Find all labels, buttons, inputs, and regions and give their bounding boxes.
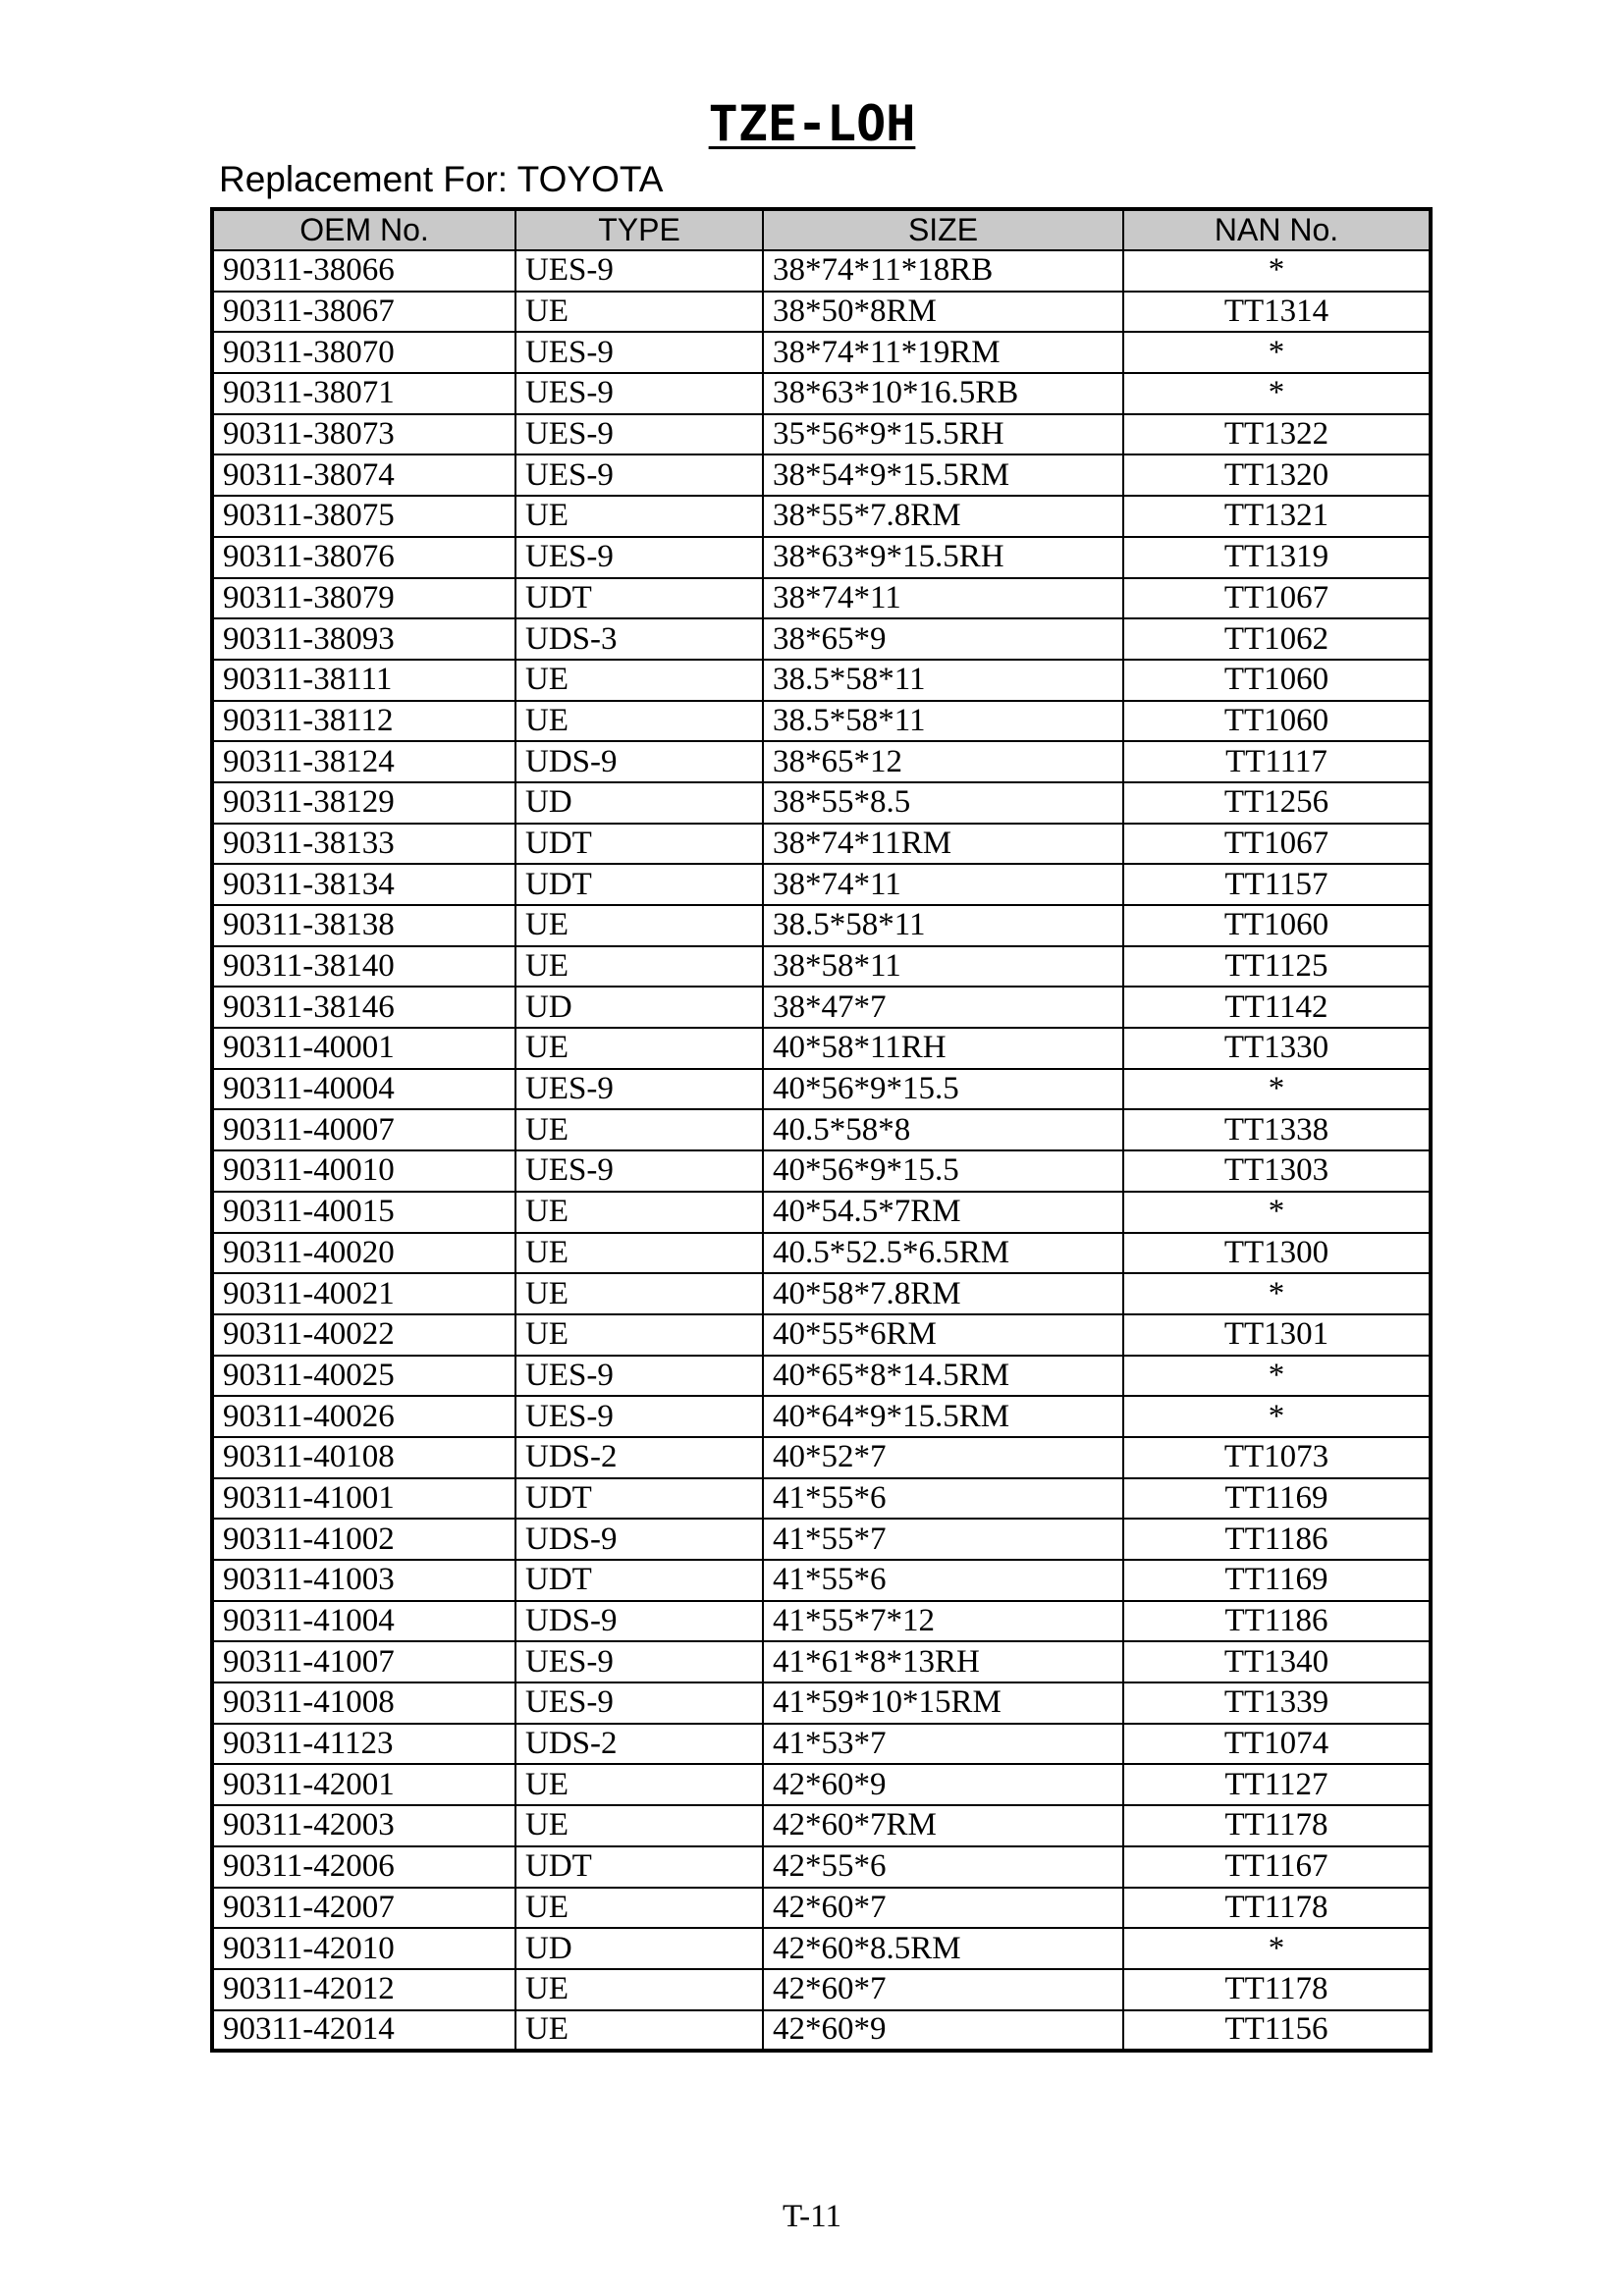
type-cell: UES-9 [515, 1356, 763, 1397]
oem-no-cell: 90311-38129 [212, 782, 515, 824]
nan-no-cell: TT1338 [1123, 1109, 1431, 1150]
nan-no-cell: TT1067 [1123, 578, 1431, 619]
type-cell: UE [515, 1314, 763, 1356]
oem-no-cell: 90311-40022 [212, 1314, 515, 1356]
size-cell: 38*63*9*15.5RH [763, 537, 1123, 578]
oem-no-cell: 90311-40007 [212, 1109, 515, 1150]
oem-no-cell: 90311-41008 [212, 1682, 515, 1724]
type-cell: UES-9 [515, 454, 763, 496]
table-row [212, 1724, 1431, 1765]
type-cell: UDS-2 [515, 1724, 763, 1765]
oem-no-cell: 90311-40026 [212, 1396, 515, 1437]
type-cell: UE [515, 496, 763, 537]
nan-no-cell: TT1157 [1123, 864, 1431, 905]
type-cell: UE [515, 1233, 763, 1274]
oem-no-cell: 90311-38071 [212, 373, 515, 414]
size-cell: 38*65*12 [763, 741, 1123, 782]
nan-no-cell: TT1256 [1123, 782, 1431, 824]
size-cell: 35*56*9*15.5RH [763, 414, 1123, 455]
size-cell: 40*64*9*15.5RM [763, 1396, 1123, 1437]
brand-title: TZE-LOH [708, 95, 916, 152]
table-row [212, 1109, 1431, 1150]
type-cell: UES-9 [515, 373, 763, 414]
type-cell: UES-9 [515, 1682, 763, 1724]
size-cell: 40.5*52.5*6.5RM [763, 1233, 1123, 1274]
nan-no-cell: TT1322 [1123, 414, 1431, 455]
oem-no-cell: 90311-40004 [212, 1069, 515, 1110]
nan-no-cell: TT1340 [1123, 1641, 1431, 1682]
table-row [212, 1888, 1431, 1929]
table-header-row [212, 209, 1431, 250]
table-row [212, 1519, 1431, 1560]
table-row [212, 1764, 1431, 1805]
size-cell: 40*56*9*15.5 [763, 1150, 1123, 1192]
nan-no-cell: TT1303 [1123, 1150, 1431, 1192]
nan-no-cell: TT1060 [1123, 660, 1431, 701]
type-cell: UES-9 [515, 250, 763, 292]
oem-no-cell: 90311-38093 [212, 618, 515, 660]
nan-no-cell: TT1167 [1123, 1846, 1431, 1888]
nan-no-cell: TT1062 [1123, 618, 1431, 660]
table-row [212, 946, 1431, 988]
size-cell: 40.5*58*8 [763, 1109, 1123, 1150]
nan-no-cell: * [1123, 1356, 1431, 1397]
table-row [212, 1356, 1431, 1397]
nan-no-cell: TT1117 [1123, 741, 1431, 782]
type-cell: UE [515, 1969, 763, 2010]
size-cell: 42*55*6 [763, 1846, 1123, 1888]
nan-no-cell: * [1123, 1928, 1431, 1969]
oem-no-cell: 90311-42010 [212, 1928, 515, 1969]
size-cell: 38*65*9 [763, 618, 1123, 660]
size-cell: 38.5*58*11 [763, 701, 1123, 742]
size-cell: 40*58*7.8RM [763, 1273, 1123, 1314]
table-row [212, 1314, 1431, 1356]
oem-no-cell: 90311-40001 [212, 1028, 515, 1069]
nan-no-cell: TT1127 [1123, 1764, 1431, 1805]
table-row [212, 2010, 1431, 2052]
nan-no-cell: TT1301 [1123, 1314, 1431, 1356]
table-row [212, 250, 1431, 292]
size-cell: 41*61*8*13RH [763, 1641, 1123, 1682]
table-row [212, 1682, 1431, 1724]
table-row [212, 332, 1431, 373]
oem-no-cell: 90311-40010 [212, 1150, 515, 1192]
type-cell: UE [515, 701, 763, 742]
size-cell: 38*74*11RM [763, 824, 1123, 865]
table-row [212, 905, 1431, 946]
page-number: T-11 [783, 2199, 841, 2234]
type-cell: UE [515, 1805, 763, 1846]
oem-no-cell: 90311-42012 [212, 1969, 515, 2010]
type-cell: UDT [515, 824, 763, 865]
type-cell: UDT [515, 864, 763, 905]
size-cell: 41*55*6 [763, 1560, 1123, 1601]
nan-no-cell: TT1067 [1123, 824, 1431, 865]
oem-no-cell: 90311-38075 [212, 496, 515, 537]
oem-no-cell: 90311-38066 [212, 250, 515, 292]
table-row [212, 373, 1431, 414]
size-cell: 38*55*7.8RM [763, 496, 1123, 537]
size-cell: 38*63*10*16.5RB [763, 373, 1123, 414]
oem-no-cell: 90311-41007 [212, 1641, 515, 1682]
oem-no-cell: 90311-38134 [212, 864, 515, 905]
size-cell: 38*74*11*19RM [763, 332, 1123, 373]
nan-no-cell: * [1123, 1396, 1431, 1437]
nan-no-cell: * [1123, 332, 1431, 373]
nan-no-cell: TT1186 [1123, 1519, 1431, 1560]
type-cell: UDS-2 [515, 1437, 763, 1478]
table-row [212, 1805, 1431, 1846]
replacement-subtitle: Replacement For: TOYOTA [219, 159, 664, 199]
table-row [212, 864, 1431, 905]
type-cell: UE [515, 1109, 763, 1150]
table-row [212, 987, 1431, 1028]
oem-no-cell: 90311-38140 [212, 946, 515, 988]
oem-no-cell: 90311-38070 [212, 332, 515, 373]
oem-no-cell: 90311-40021 [212, 1273, 515, 1314]
oem-no-cell: 90311-42003 [212, 1805, 515, 1846]
table-body [212, 250, 1431, 2051]
oem-no-cell: 90311-38073 [212, 414, 515, 455]
table-row [212, 1150, 1431, 1192]
type-cell: UDS-9 [515, 1601, 763, 1642]
table-row [212, 1273, 1431, 1314]
header-oem-no: OEM No. [212, 209, 515, 250]
size-cell: 38*74*11 [763, 864, 1123, 905]
type-cell: UE [515, 1888, 763, 1929]
table-row [212, 1069, 1431, 1110]
nan-no-cell: TT1060 [1123, 905, 1431, 946]
size-cell: 41*53*7 [763, 1724, 1123, 1765]
type-cell: UDT [515, 1846, 763, 1888]
oem-no-cell: 90311-41003 [212, 1560, 515, 1601]
table-row [212, 1969, 1431, 2010]
type-cell: UE [515, 292, 763, 333]
type-cell: UDS-9 [515, 1519, 763, 1560]
table-row [212, 1028, 1431, 1069]
oem-parts-table [210, 207, 1433, 2053]
nan-no-cell: TT1074 [1123, 1724, 1431, 1765]
oem-no-cell: 90311-38146 [212, 987, 515, 1028]
type-cell: UE [515, 1764, 763, 1805]
oem-no-cell: 90311-38112 [212, 701, 515, 742]
table-row [212, 292, 1431, 333]
table-row [212, 701, 1431, 742]
type-cell: UES-9 [515, 414, 763, 455]
table-row [212, 1478, 1431, 1520]
oem-no-cell: 90311-38111 [212, 660, 515, 701]
nan-no-cell: * [1123, 373, 1431, 414]
type-cell: UD [515, 1928, 763, 1969]
size-cell: 38*54*9*15.5RM [763, 454, 1123, 496]
table-row [212, 824, 1431, 865]
type-cell: UDT [515, 1560, 763, 1601]
type-cell: UE [515, 1192, 763, 1233]
nan-no-cell: * [1123, 250, 1431, 292]
header-type: TYPE [515, 209, 763, 250]
oem-no-cell: 90311-41001 [212, 1478, 515, 1520]
type-cell: UES-9 [515, 1069, 763, 1110]
nan-no-cell: TT1156 [1123, 2010, 1431, 2052]
oem-no-cell: 90311-38076 [212, 537, 515, 578]
nan-no-cell: TT1319 [1123, 537, 1431, 578]
oem-no-cell: 90311-40025 [212, 1356, 515, 1397]
table-row [212, 1641, 1431, 1682]
oem-no-cell: 90311-40020 [212, 1233, 515, 1274]
oem-no-cell: 90311-41123 [212, 1724, 515, 1765]
table-row [212, 1192, 1431, 1233]
size-cell: 38.5*58*11 [763, 905, 1123, 946]
table-row [212, 1601, 1431, 1642]
nan-no-cell: TT1178 [1123, 1888, 1431, 1929]
type-cell: UDS-9 [515, 741, 763, 782]
size-cell: 42*60*7RM [763, 1805, 1123, 1846]
size-cell: 40*52*7 [763, 1437, 1123, 1478]
oem-no-cell: 90311-41002 [212, 1519, 515, 1560]
size-cell: 40*54.5*7RM [763, 1192, 1123, 1233]
type-cell: UE [515, 1028, 763, 1069]
table-row [212, 782, 1431, 824]
nan-no-cell: * [1123, 1192, 1431, 1233]
table-row [212, 578, 1431, 619]
size-cell: 42*60*7 [763, 1969, 1123, 2010]
type-cell: UE [515, 660, 763, 701]
size-cell: 42*60*9 [763, 1764, 1123, 1805]
type-cell: UDT [515, 578, 763, 619]
nan-no-cell: TT1178 [1123, 1969, 1431, 2010]
table-row [212, 454, 1431, 496]
nan-no-cell: TT1300 [1123, 1233, 1431, 1274]
nan-no-cell: TT1125 [1123, 946, 1431, 988]
oem-no-cell: 90311-38067 [212, 292, 515, 333]
table-row [212, 660, 1431, 701]
size-cell: 40*58*11RH [763, 1028, 1123, 1069]
size-cell: 38*50*8RM [763, 292, 1123, 333]
size-cell: 38*55*8.5 [763, 782, 1123, 824]
size-cell: 41*55*7*12 [763, 1601, 1123, 1642]
table-row [212, 1928, 1431, 1969]
size-cell: 40*65*8*14.5RM [763, 1356, 1123, 1397]
oem-no-cell: 90311-41004 [212, 1601, 515, 1642]
nan-no-cell: TT1073 [1123, 1437, 1431, 1478]
type-cell: UD [515, 987, 763, 1028]
type-cell: UE [515, 2010, 763, 2052]
type-cell: UD [515, 782, 763, 824]
size-cell: 41*59*10*15RM [763, 1682, 1123, 1724]
oem-no-cell: 90311-42006 [212, 1846, 515, 1888]
nan-no-cell: TT1186 [1123, 1601, 1431, 1642]
size-cell: 40*56*9*15.5 [763, 1069, 1123, 1110]
nan-no-cell: * [1123, 1069, 1431, 1110]
table-row [212, 414, 1431, 455]
nan-no-cell: TT1060 [1123, 701, 1431, 742]
oem-no-cell: 90311-42001 [212, 1764, 515, 1805]
size-cell: 38.5*58*11 [763, 660, 1123, 701]
nan-no-cell: TT1339 [1123, 1682, 1431, 1724]
size-cell: 38*58*11 [763, 946, 1123, 988]
type-cell: UE [515, 905, 763, 946]
size-cell: 38*74*11 [763, 578, 1123, 619]
oem-no-cell: 90311-40015 [212, 1192, 515, 1233]
nan-no-cell: TT1178 [1123, 1805, 1431, 1846]
nan-no-cell: TT1330 [1123, 1028, 1431, 1069]
type-cell: UDT [515, 1478, 763, 1520]
oem-no-cell: 90311-38079 [212, 578, 515, 619]
oem-no-cell: 90311-38138 [212, 905, 515, 946]
table-row [212, 1233, 1431, 1274]
oem-no-cell: 90311-42014 [212, 2010, 515, 2052]
nan-no-cell: TT1314 [1123, 292, 1431, 333]
type-cell: UE [515, 1273, 763, 1314]
table-row [212, 1560, 1431, 1601]
nan-no-cell: TT1142 [1123, 987, 1431, 1028]
nan-no-cell: TT1169 [1123, 1560, 1431, 1601]
oem-no-cell: 90311-42007 [212, 1888, 515, 1929]
table-row [212, 618, 1431, 660]
size-cell: 38*47*7 [763, 987, 1123, 1028]
size-cell: 40*55*6RM [763, 1314, 1123, 1356]
size-cell: 42*60*8.5RM [763, 1928, 1123, 1969]
nan-no-cell: TT1321 [1123, 496, 1431, 537]
table-row [212, 1437, 1431, 1478]
type-cell: UES-9 [515, 332, 763, 373]
header-size: SIZE [763, 209, 1123, 250]
table-row [212, 741, 1431, 782]
oem-no-cell: 90311-38074 [212, 454, 515, 496]
size-cell: 41*55*7 [763, 1519, 1123, 1560]
table-row [212, 1396, 1431, 1437]
nan-no-cell: TT1169 [1123, 1478, 1431, 1520]
header-nan-no: NAN No. [1123, 209, 1431, 250]
type-cell: UES-9 [515, 537, 763, 578]
type-cell: UES-9 [515, 1641, 763, 1682]
size-cell: 42*60*9 [763, 2010, 1123, 2052]
type-cell: UES-9 [515, 1150, 763, 1192]
table-row [212, 537, 1431, 578]
type-cell: UE [515, 946, 763, 988]
table-row [212, 496, 1431, 537]
oem-no-cell: 90311-40108 [212, 1437, 515, 1478]
type-cell: UDS-3 [515, 618, 763, 660]
table-row [212, 1846, 1431, 1888]
size-cell: 41*55*6 [763, 1478, 1123, 1520]
size-cell: 38*74*11*18RB [763, 250, 1123, 292]
nan-no-cell: TT1320 [1123, 454, 1431, 496]
nan-no-cell: * [1123, 1273, 1431, 1314]
size-cell: 42*60*7 [763, 1888, 1123, 1929]
oem-no-cell: 90311-38133 [212, 824, 515, 865]
oem-no-cell: 90311-38124 [212, 741, 515, 782]
type-cell: UES-9 [515, 1396, 763, 1437]
